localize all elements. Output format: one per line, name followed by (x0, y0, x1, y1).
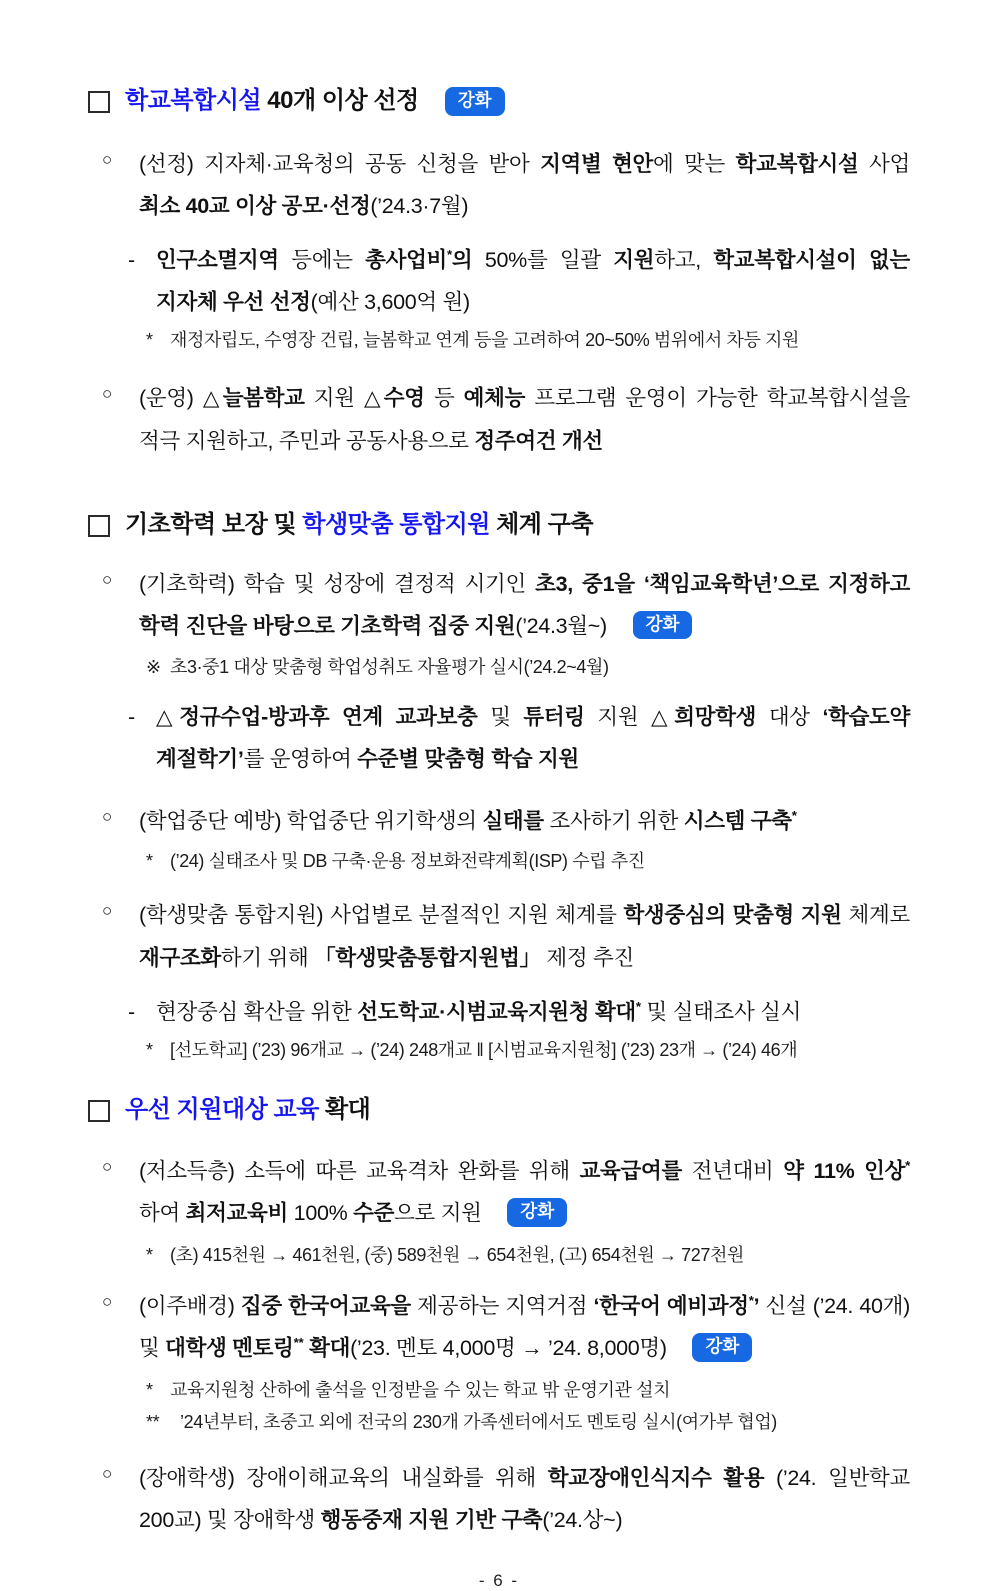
footnote-education-benefit (88, 1241, 910, 1270)
text-segment: 정주여건 개선 (474, 428, 603, 453)
para-text (139, 143, 910, 227)
text-segment: 사업 (858, 151, 910, 176)
text-segment: 의 (451, 248, 473, 273)
para-immigrant-background (88, 1285, 910, 1369)
text-segment: * (905, 1157, 910, 1173)
para-field-expansion (88, 991, 910, 1033)
text-segment: 학생맞춤 통합지원 (302, 510, 490, 538)
para-text (139, 1150, 910, 1234)
text-segment: 하여 (139, 1200, 186, 1225)
reinforce-badge: 강화 (507, 1198, 567, 1227)
text-segment: 제공하는 지역거점 (410, 1294, 594, 1319)
para-selection (88, 143, 910, 227)
text-segment: 확대 (303, 1336, 351, 1361)
text-segment: 체계 구축 (489, 510, 594, 538)
text-segment: 등 (424, 386, 464, 411)
circle-bullet-icon: ○ (102, 149, 112, 169)
para-regular-afterschool (88, 696, 910, 780)
text-segment: 인구소멸지역 (156, 248, 279, 273)
heading-priority-support (88, 1093, 910, 1128)
text-segment: △ (156, 704, 180, 729)
text-segment: 40개 이상 선정 (261, 87, 419, 114)
circle-bullet-icon: ○ (102, 901, 112, 921)
text-segment: (’24) 실태조사 및 DB 구축·운용 정보화전략계획(ISP) 수립 추진 (170, 851, 645, 872)
footnote-offsite-institution (88, 1376, 910, 1405)
circle-bullet-icon: ○ (102, 569, 112, 589)
text-segment: [선도학교] (’23) 96개교 → (’24) 248개교 ‖ [시범교육지원청] (’23) 23개 → (’24) 46개 (170, 1039, 798, 1060)
text-segment: 교육지원청 산하에 출석을 인정받을 수 있는 학교 밖 운영기관 설치 (170, 1380, 671, 1401)
circle-bullet-icon: ○ (102, 1292, 112, 1312)
text-segment: 제정 추진 (540, 945, 634, 970)
footnote-differential-support (88, 326, 910, 355)
text-segment: 학생중심의 맞춤형 지원 (623, 903, 842, 928)
para-text (156, 239, 910, 323)
heading-text (125, 1093, 370, 1128)
text-segment: * (635, 998, 641, 1014)
dash-bullet-icon: - (128, 999, 135, 1024)
para-low-income (88, 1150, 910, 1234)
text-segment: 으로 지원 (394, 1200, 488, 1225)
heading-text (125, 84, 505, 119)
para-text (139, 377, 910, 461)
text-segment: 수준별 맞춤형 학습 지원 (357, 747, 579, 772)
dash-bullet-icon: - (128, 248, 135, 273)
para-text (139, 1457, 910, 1541)
para-text (139, 894, 910, 978)
asterisk-icon: * (146, 1039, 153, 1060)
text-segment: 희망학생 (674, 704, 757, 729)
text-segment: 선도학교·시범교육지원청 확대 (357, 999, 636, 1024)
text-segment: 프로그램 운영이 가능한 학교복합시설을 적극 지원하고, 주민과 공동사용으로 (139, 386, 910, 453)
text-segment: 대학생 멘토링 (165, 1336, 294, 1361)
para-depopulation-area (88, 239, 910, 323)
text-segment: 지원 △ (304, 386, 384, 411)
circle-bullet-icon: ○ (102, 384, 112, 404)
text-segment: (기초학력) 학습 및 성장에 결정적 시기인 (139, 571, 536, 596)
text-segment: 「학생맞춤통합지원법」 (314, 945, 541, 970)
text-segment: 등에는 (278, 248, 366, 273)
text-segment: 실태를 (482, 809, 544, 834)
footnote-isp-plan (88, 847, 910, 876)
asterisk-icon: * (146, 1380, 153, 1401)
text-segment: ’ (753, 1294, 760, 1319)
text-segment: (예산 3,600억 원) (310, 290, 470, 315)
text-segment: (’24. 일반학교 200교) 및 장애학생 (139, 1465, 910, 1532)
text-segment: 교육급여를 (579, 1158, 682, 1183)
footnote-text (180, 1408, 910, 1437)
para-basic-academic (88, 563, 910, 647)
section-checkbox-icon (88, 515, 110, 537)
footnote-text (170, 847, 910, 876)
reinforce-badge: 강화 (692, 1333, 752, 1362)
text-segment: ’24년부터, 초중고 외에 전국의 230개 가족센터에서도 멘토링 실시(여가부 협업) (180, 1411, 777, 1432)
para-dropout-prevention (88, 800, 910, 842)
text-segment: 현장중심 확산을 위한 (156, 999, 358, 1024)
text-segment: * (748, 1293, 754, 1309)
text-segment: (운영) △ (139, 386, 223, 411)
double-asterisk-icon: ** (146, 1411, 160, 1432)
text-segment: 정규수업-방과후 연계 교과보충 (179, 704, 478, 729)
text-segment: 행동중재 지원 기반 구축 (320, 1507, 543, 1532)
text-segment: (선정) 지자체·교육청의 공동 신청을 받아 (139, 151, 541, 176)
text-segment: ‘한국어 예비과정 (593, 1294, 749, 1319)
circle-bullet-icon: ○ (102, 807, 112, 827)
text-segment: 최저교육비 (185, 1200, 288, 1225)
text-segment: ** (293, 1335, 304, 1351)
text-segment: 를 운영하여 (243, 747, 358, 772)
text-segment: 학교복합시설 (125, 87, 262, 114)
heading-text (125, 508, 593, 543)
para-text (156, 696, 910, 780)
text-segment: 50%를 일괄 (472, 248, 614, 273)
text-segment: 학교장애인식지수 활용 (547, 1465, 765, 1490)
text-segment: 확대 (318, 1095, 371, 1123)
para-text (156, 991, 910, 1033)
text-segment: 및 실태조사 실시 (640, 999, 802, 1024)
text-segment: (장애학생) 장애이해교육의 내실화를 위해 (139, 1465, 548, 1490)
text-segment: 총사업비 (365, 248, 448, 273)
asterisk-icon: * (146, 1245, 153, 1266)
asterisk-icon: * (146, 330, 153, 351)
text-segment: 조사하기 위한 (543, 809, 684, 834)
text-segment: 예체능 (463, 386, 526, 411)
text-segment: 약 11% 인상 (783, 1158, 906, 1183)
text-segment: (학업중단 예방) 학업중단 위기학생의 (139, 809, 483, 834)
para-text (139, 1285, 910, 1369)
text-segment: 최소 40교 이상 공모·선정 (139, 193, 371, 218)
text-segment: 지원 △ (584, 704, 675, 729)
text-segment: 기초학력 보장 및 (125, 510, 303, 538)
footnote-text (170, 1036, 910, 1065)
text-segment: 지원 (613, 248, 655, 273)
text-segment: 에 맞는 (653, 151, 736, 176)
reinforce-badge: 강화 (633, 611, 693, 640)
text-segment: * (791, 808, 797, 823)
reinforce-badge: 강화 (445, 87, 505, 116)
text-segment: ‘학습도약 계절학기’ (156, 704, 910, 772)
text-segment: 지역별 현안 (540, 151, 654, 176)
footnote-family-centers (88, 1408, 910, 1437)
footnote-leading-schools (88, 1036, 910, 1065)
text-segment: 튜터링 (523, 704, 585, 729)
text-segment: 재구조화 (139, 945, 221, 970)
para-disabled-students (88, 1457, 910, 1541)
text-segment: 수준 (353, 1200, 395, 1225)
text-segment: 대상 (756, 704, 823, 729)
text-segment: (’24.3·7월) (370, 193, 469, 218)
para-text (139, 563, 910, 647)
text-segment: * (447, 246, 452, 262)
text-segment: 늘봄학교 (222, 386, 305, 411)
reference-mark-icon: ※ (146, 656, 161, 677)
text-segment: 우선 지원대상 교육 (125, 1095, 319, 1123)
text-segment: 및 (477, 704, 524, 729)
dash-bullet-icon: - (128, 704, 135, 729)
circle-bullet-icon: ○ (102, 1463, 112, 1483)
text-segment: 학교복합시설이 없는 지자체 우선 선정 (156, 248, 910, 315)
asterisk-icon: * (146, 851, 153, 872)
text-segment: 수영 (383, 386, 425, 411)
text-segment: (학생맞춤 통합지원) 사업별로 분절적인 지원 체계를 (139, 903, 624, 928)
para-student-tailored (88, 894, 910, 978)
text-segment: 학교복합시설 (735, 151, 859, 176)
text-segment: 집중 한국어교육을 (240, 1294, 411, 1319)
text-segment: 초3, 중1을 ‘책임교육학년’으로 지정하고 학력 진단을 바탕으로 기초학력 집중 지원 (139, 571, 910, 638)
text-segment: (이주배경) (139, 1294, 241, 1319)
text-segment: 하고, (654, 248, 714, 273)
text-segment: 전년대비 (681, 1158, 784, 1183)
text-segment: 하기 위해 (220, 945, 315, 970)
heading-basic-academic (88, 508, 910, 543)
text-segment: (’23. 멘토 4,000명 → ’24. 8,000명) (350, 1336, 673, 1361)
text-segment: 100% (287, 1200, 354, 1225)
heading-school-complex (88, 84, 910, 119)
section-checkbox-icon (88, 91, 110, 113)
text-segment: 신설 (’24. 40개) 및 (139, 1294, 910, 1361)
text-segment: (’24.상~) (542, 1507, 623, 1532)
text-segment: 재정자립도, 수영장 건립, 늘봄학교 연계 등을 고려하여 20~50% 범위에서 차등 지원 (170, 330, 800, 351)
text-segment: (’24.3월~) (515, 613, 613, 638)
para-operation (88, 377, 910, 461)
circle-bullet-icon: ○ (102, 1156, 112, 1176)
text-segment: 시스템 구축 (683, 809, 792, 834)
page-number: - 6 - (478, 1570, 520, 1590)
footnote-text (170, 1376, 910, 1405)
footnote-self-assessment (88, 653, 910, 682)
text-segment: 초3·중1 대상 맞춤형 학업성취도 자율평가 실시(’24.2~4월) (170, 656, 609, 677)
section-checkbox-icon (88, 1100, 110, 1122)
para-text (139, 800, 910, 842)
text-segment: 체계로 (841, 903, 910, 928)
footnote-text (170, 326, 910, 355)
text-segment: (초) 415천원 → 461천원, (중) 589천원 → 654천원, (고) 654천원 → 727천원 (170, 1245, 744, 1266)
text-segment: (저소득층) 소득에 따른 교육격차 완화를 위해 (139, 1158, 580, 1183)
footnote-text (170, 1241, 910, 1270)
footnote-text (170, 653, 910, 682)
